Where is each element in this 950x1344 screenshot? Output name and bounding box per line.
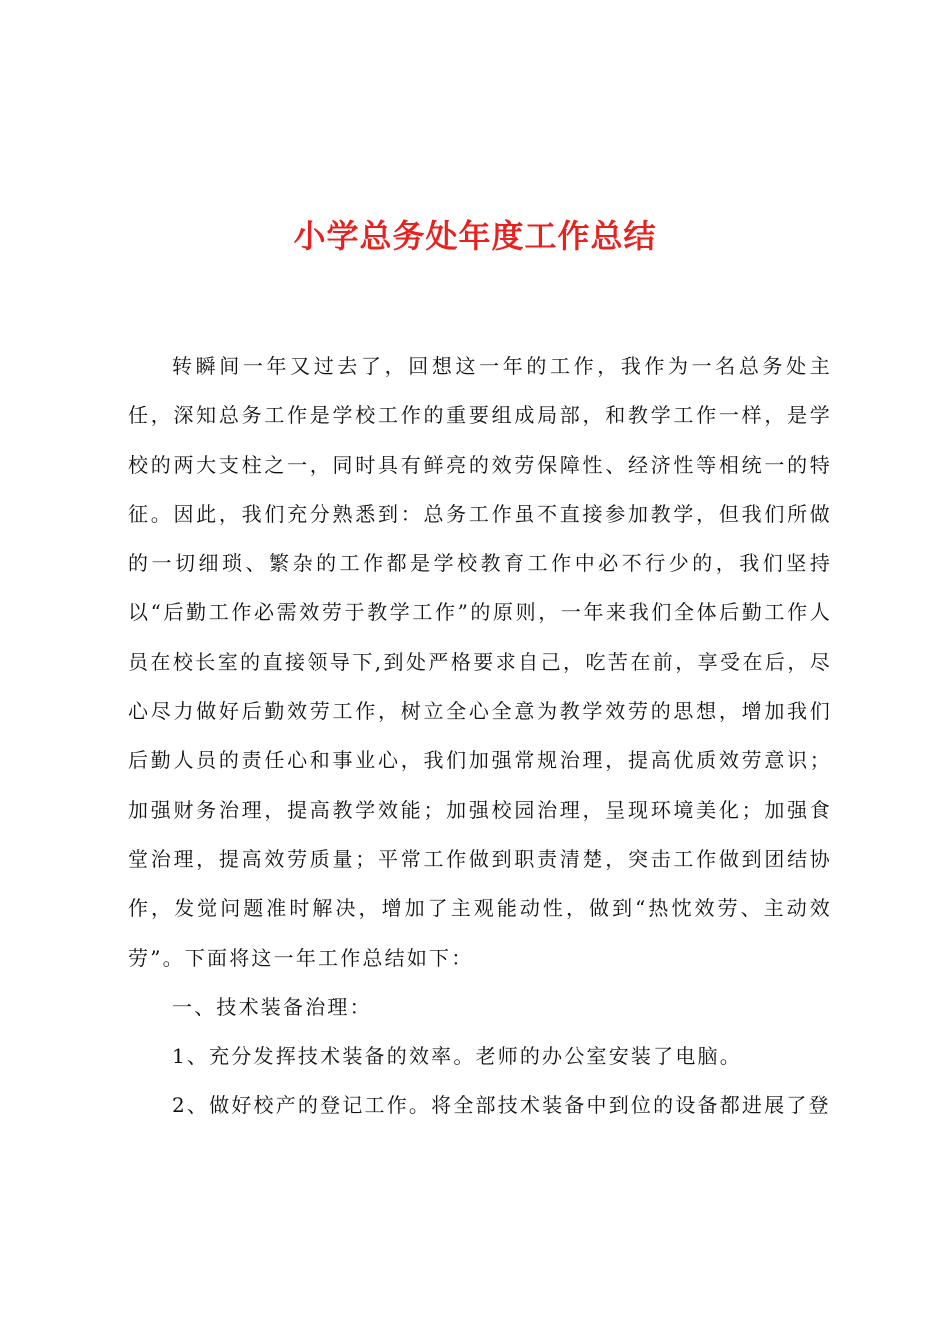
- document-title: 小学总务处年度工作总结: [293, 217, 657, 255]
- section-heading: 一、技术装备治理：: [172, 994, 372, 1019]
- document-body: [128, 342, 832, 1131]
- list-item: 1、充分发挥技术装备的效率。老师的办公室安装了电脑。: [172, 1044, 742, 1069]
- list-item: 2、做好校产的登记工作。将全部技术装备中到位的设备都进展了登: [172, 1093, 831, 1118]
- paragraph-intro: 转瞬间一年又过去了，回想这一年的工作，我作为一名总务处主任，深知总务工作是学校工作的重要组成局部，和教学工作一样，是学校的两大支柱之一，同时具有鲜亮的效劳保障性、经济性等相统一的特征。因此，我们充分熟悉到：总务工作虽不直接参加教学，但我们所做的一切细琐、繁杂的工作都是学校教育工作中必不行少的，我们坚持以“后勤工作必需效劳于教学工作”的原则，一年来我们全体后勤工作人员在校长室的直接领导下,到处严格要求自己，吃苦在前，享受在后，尽心尽力做好后勤效劳工作，树立全心全意为教学效劳的思想，增加我们后勤人员的责任心和事业心，我们加强常规治理，提高优质效劳意识；加强财务治理，提高教学效能；加强校园治理，呈现环境美化；加强食堂治理，提高效劳质量；平常工作做到职责清楚，突击工作做到团结协作，发觉问题准时解决，增加了主观能动性，做到“热忱效劳、主动效劳”。下面将这一年工作总结如下：: [128, 354, 832, 970]
